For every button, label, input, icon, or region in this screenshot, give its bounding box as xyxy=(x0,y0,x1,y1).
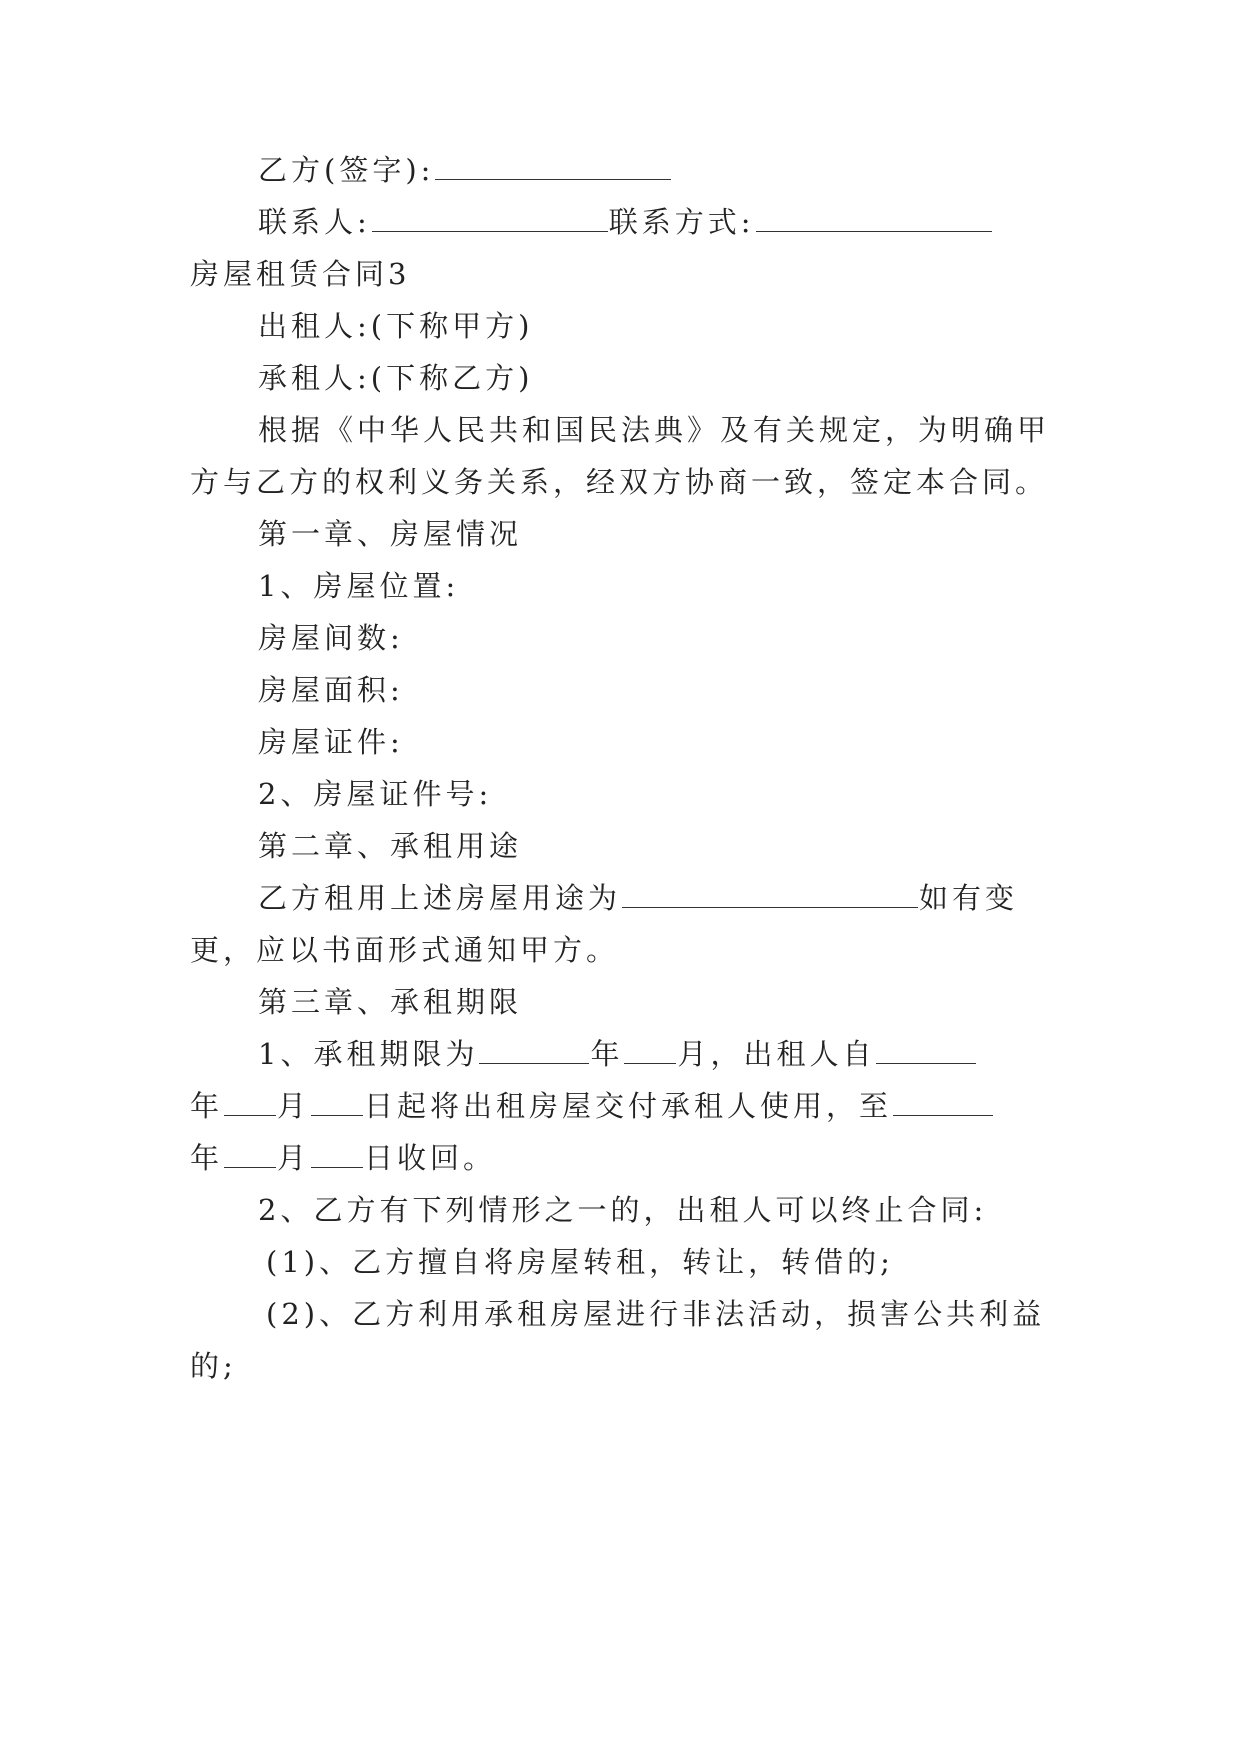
end-month-blank xyxy=(224,1141,276,1168)
usage-line-2: 更，应以书面形式通知甲方。 xyxy=(190,933,620,967)
end-month-unit: 月 xyxy=(277,1141,311,1175)
usage-label: 乙方租用上述房屋用途为 xyxy=(258,881,622,915)
start-month-blank xyxy=(224,1089,276,1116)
contract-title: 房屋租赁合同3 xyxy=(190,257,411,291)
end-day-text: 日收回。 xyxy=(364,1141,497,1175)
party-b-signature-label: 乙方(签字): xyxy=(258,153,435,187)
house-location: 1、房屋位置: xyxy=(258,569,460,603)
end-year-blank xyxy=(893,1089,993,1116)
termination-item-2: (2)、乙方利用承租房屋进行非法活动，损害公共利益 xyxy=(266,1297,1046,1331)
house-area: 房屋面积: xyxy=(258,673,404,707)
chapter-1-heading: 第一章、房屋情况 xyxy=(258,517,523,551)
term-label: 1、承租期限为 xyxy=(258,1037,479,1071)
preamble-line-2: 方与乙方的权利义务关系，经双方协商一致，签定本合同。 xyxy=(190,465,1049,499)
termination-clause: 2、乙方有下列情形之一的，出租人可以终止合同: xyxy=(258,1193,988,1227)
lessor-line: 出租人:(下称甲方) xyxy=(258,309,534,343)
term-months-blank xyxy=(624,1037,676,1064)
end-day-blank xyxy=(311,1141,363,1168)
term-year-unit: 年 xyxy=(590,1037,624,1071)
contact-method-blank xyxy=(756,205,992,232)
termination-item-2-cont: 的; xyxy=(190,1349,237,1383)
house-certificate: 房屋证件: xyxy=(258,725,404,759)
contact-person-label: 联系人: xyxy=(258,205,371,239)
contact-method-label: 联系方式: xyxy=(608,205,755,239)
start-year-unit: 年 xyxy=(190,1089,224,1123)
house-rooms: 房屋间数: xyxy=(258,621,404,655)
termination-item-1: (1)、乙方擅自将房屋转租，转让，转借的; xyxy=(266,1245,894,1279)
start-day-text: 日起将出租房屋交付承租人使用，至 xyxy=(364,1089,893,1123)
term-line-3 xyxy=(190,1138,496,1178)
usage-suffix: 如有变 xyxy=(919,881,1019,915)
contact-person-blank xyxy=(372,205,608,232)
start-month-unit: 月 xyxy=(277,1089,311,1123)
term-month-text: 月，出租人自 xyxy=(677,1037,876,1071)
usage-line-1 xyxy=(258,878,1018,918)
end-year-unit: 年 xyxy=(190,1141,224,1175)
signature-blank xyxy=(435,153,671,180)
chapter-3-heading: 第三章、承租期限 xyxy=(258,985,523,1019)
chapter-2-heading: 第二章、承租用途 xyxy=(258,829,523,863)
preamble-line-1: 根据《中华人民共和国民法典》及有关规定，为明确甲 xyxy=(258,413,1051,447)
term-years-blank xyxy=(479,1037,589,1064)
term-line-2 xyxy=(190,1086,994,1126)
contact-line xyxy=(258,202,993,242)
start-day-blank xyxy=(311,1089,363,1116)
usage-blank xyxy=(622,881,918,908)
party-b-signature-line xyxy=(258,150,672,190)
term-line-1 xyxy=(258,1034,977,1074)
start-year-blank xyxy=(876,1037,976,1064)
lessee-line: 承租人:(下称乙方) xyxy=(258,361,534,395)
house-certificate-number: 2、房屋证件号: xyxy=(258,777,493,811)
